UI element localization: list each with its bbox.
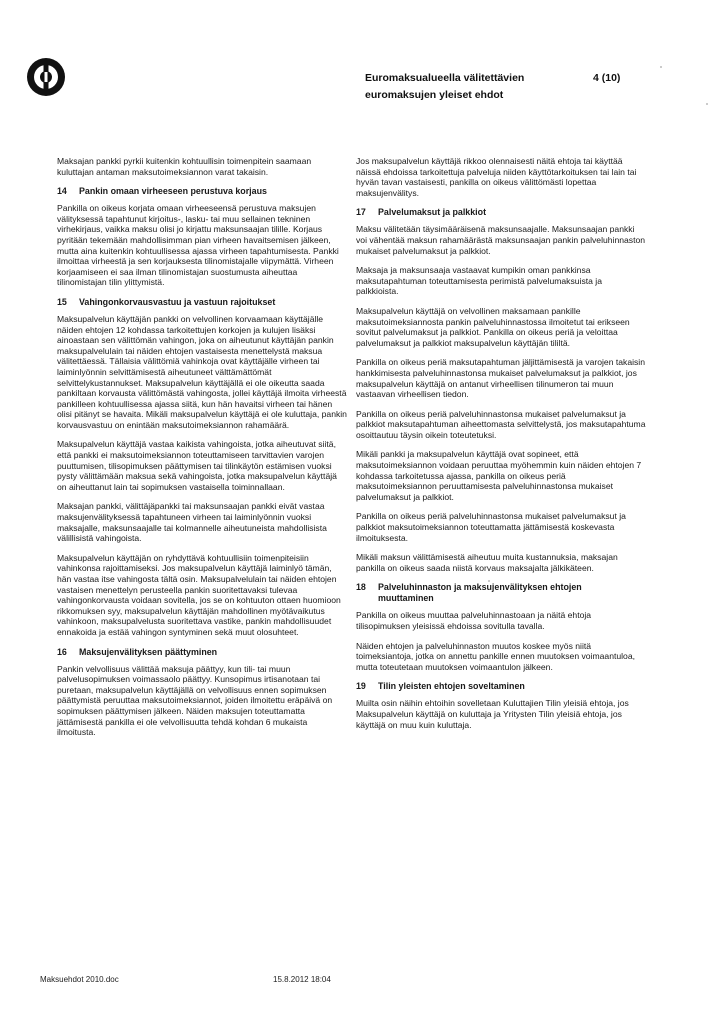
section-17-number: 17 [356,207,366,218]
intro-paragraph: Maksajan pankki pyrkii kuitenkin kohtuullisin toimenpitein saamaan kuluttajan antaman maksutoimeksiannon varat takaisin. [57,156,312,177]
section-17-paragraph-4: Pankilla on oikeus periä maksutapahtuman jäljittämisestä ja varojen takaisin hankkimisesta palveluhinnastonsa mukaiset palvelumaksut ja palkkiot, jos maksupalvelun käyttäjä on antanut virheellisen tilinumeron tai muun vastaavan virheellisen tiedon. [356,357,645,400]
scan-speck [488,580,490,582]
section-15-title: Vahingonkorvausvastuu ja vastuun rajoitukset [79,296,276,307]
section-17-title: Palvelumaksut ja palkkiot [378,207,487,218]
section-15-paragraph-3: Maksajan pankki, välittäjäpankki tai maksunsaajan pankki eivät vastaa maksujenvälityksessä tapahtuneen virheen tai laiminlyönnin vuoksi maksajalle, maksunsaajalle tai kolmannelle aiheutuneista mahdollisista välillisistä vahingoista. [57,501,327,544]
section-15-paragraph-1: Maksupalvelun käyttäjän pankki on velvollinen korvaamaan käyttäjälle näiden ehtojen 12 kohdassa tarkoitettujen korkojen ja kulujen lisäksi ainoastaan sen välittömän vahingon, joka on aiheutunut käyttäjän pankin maksupalvelulain tai näiden ehtojen vastaisesta menettelystä maksua välitettäessä. Tällaisia välittömiä vahinkoja ovat käyttäjälle virheen tai laiminlyönnin selvittämisestä aiheutuneet välttämättömät selvittelykustannukset. Maksupalvelun käyttäjällä ei ole oikeutta saada pankiltaan korvausta välittömästä vahingosta, jollei käyttäjä ilmoita virheestä pankilleen kohtuullisessa ajassa siitä, kun hän havaitsi virheen tai hänen olisi pitänyt se havaita. Mikäli maksupalvelun käyttäjä ei ole kuluttaja, pankin korvausvastuu on enintään maksutoimeksiannon rahamäärä. [57,313,347,430]
section-17-paragraph-3: Maksupalvelun käyttäjä on velvollinen maksamaan pankille maksutoimeksiannosta pankin palveluhinnastossa ilmoitetut tai erikseen sovitut palvelumaksut ja palkkiot. Pankilla on oikeus periä ja veloittaa palvelumaksut ja palkkiot maksupalvelun käyttäjän tililtä. [356,305,630,348]
section-19-number: 19 [356,681,366,692]
section-18-number: 18 [356,582,366,593]
section-17-heading [356,207,646,218]
right-column [356,156,646,739]
section-17-paragraph-8: Mikäli maksun välittämisestä aiheutuu muita kustannuksia, maksajan pankilla on oikeus saada niistä korvaus maksajalta jälkikäteen. [356,552,618,573]
section-15-paragraph-4: Maksupalvelun käyttäjän on ryhdyttävä kohtuullisiin toimenpiteisiin vahinkonsa rajoittamiseksi. Jos maksupalvelun käyttäjä laiminlyö tämän, hän vastaa itse vahingosta tältä osin. Maksupalvelulain tai näiden ehtojen vastaisen menettelyn perusteella pankin suoritettavaksi tulevaa vahingonkorvausta voidaan sovitella, jos se on kohtuuton ottaen huomioon rikkomuksen syy, maksupalvelun käyttäjän mahdollinen myötävaikutus vahinkoon, maksupalvelusta suoritettava vastike, pankin mahdollisuudet ennakoida ja estää vahingon syntyminen sekä muut olosuhteet. [57,552,341,637]
section-16-title: Maksujenvälityksen päättyminen [79,646,218,657]
section-15-paragraph-2: Maksupalvelun käyttäjä vastaa kaikista vahingoista, jotka aiheutuvat siitä, että pankki ei maksutoimeksiannon toteuttamiseen tarvittavien varojen puuttumisen, tilisopimuksen päättymisen tai tilinkäytön estämisen vuoksi pysty välittämään maksua sekä vahingoista, jotka maksupalvelun käyttäjä on aiheuttanut lain tai sopimuksen vastaisella toiminnallaan. [57,439,337,492]
scan-speck [660,66,662,68]
document-header [365,70,621,104]
right-intro-paragraph: Jos maksupalvelun käyttäjä rikkoo olennaisesti näitä ehtoja tai käyttää näissä ehdoissa tarkoitettuja palveluja niiden käyttötarkoituksen tai lain tai hyvän tavan vastaisesti, pankilla on oikeus välittömästi lopettaa maksujenvälitys. [356,156,637,198]
section-15-number: 15 [57,296,67,307]
section-17-paragraph-2: Maksaja ja maksunsaaja vastaavat kumpikin oman pankkinsa maksutapahtuman toteuttamisesta perimistä palvelumaksuista ja palkkioista. [356,265,602,297]
section-18-title-continuation: muuttaminen [378,593,434,604]
section-15-heading [57,297,347,308]
footer-filename: Maksuehdot 2010.doc [40,975,119,984]
section-17-paragraph-1: Maksu välitetään täysimääräisenä maksunsaajalle. Maksunsaajan pankki voi vähentää maksun rahamäärästä maksunsaajan pankin palveluhinnaston mukaiset palvelumaksut ja palkkiot. [356,224,646,256]
op-logo [26,57,66,97]
section-18-paragraph-2: Näiden ehtojen ja palveluhinnaston muutos koskee myös niitä toimeksiantoja, jotka on annettu pankille ennen muutoksen voimaantuloa, mutta toteutetaan muutoksen voimaantulon jälkeen. [356,640,635,672]
section-18-title: Palveluhinnaston ja maksujenvälityksen ehtojen [378,582,582,593]
section-19-heading [356,681,646,692]
section-16-number: 16 [57,646,67,657]
section-19-paragraph: Muilta osin näihin ehtoihin sovelletaan Kuluttajien Tilin yleisiä ehtoja, jos Maksupalvelun käyttäjä on kuluttaja ja Yritysten Tilin yleisiä ehtoja, jos käyttäjä on muu kuin kuluttaja. [356,698,629,730]
scan-speck [706,103,708,105]
section-17-paragraph-7: Pankilla on oikeus periä palveluhinnastonsa mukaiset palvelumaksut ja palkkiot maksutoimeksiannon toteuttamatta jättämisestä koskevasta ilmoituksesta. [356,511,626,543]
section-16-paragraph: Pankin velvollisuus välittää maksuja päättyy, kun tili- tai muun palvelusopimuksen voimassaolo päättyy. Kunsopimus irtisanotaan tai puretaan, maksupalvelun käyttäjällä on velvollisuus ennen sopimuksen päättymistä peruuttaa maksutoimeksiannot, joiden ilmoitettu eräpäivä on sopimuksen päättymisen jälkeen. Näiden maksujen toteuttamatta jättämisestä pankilla ei ole velvollisuutta tehdä kohdan 6 mukaista ilmoitusta. [57,663,333,738]
section-14-number: 14 [57,186,67,197]
section-18-paragraph-1: Pankilla on oikeus muuttaa palveluhinnastoaan ja näitä ehtoja tilisopimuksen yleisissä ehdoissa sovitulla tavalla. [356,610,592,631]
section-14-paragraph: Pankilla on oikeus korjata omaan virheeseensä perustuva maksujen välityksessä tapahtunut kirjoitus-, lasku- tai muu sellainen tekninen virhekirjaus, vaikka maksu olisi jo kirjattu maksunsaajan tilille. Korjaus pyritään tekemään mahdollisimman pian virheen havaitsemisen jälkeen, mutta aina kuitenkin kohtuullisessa ajassa virheen tapahtumisesta. Pankki ilmoittaa virheestä ja sen korjauksesta tilinomistajalle viipymättä. Virheen korjaamiseen ei saa ilman tilinomistajan suostumusta aiheuttaa tilinomistajan tilin ylittymistä. [57,203,339,288]
section-16-heading [57,647,347,658]
footer-datetime: 15.8.2012 18:04 [273,975,331,984]
left-column [57,156,347,747]
page-number: 4 (10) [593,72,621,84]
header-title-line1: Euromaksualueella välitettävien [365,72,525,84]
section-17-paragraph-5: Pankilla on oikeus periä palveluhinnastonsa mukaiset palvelumaksut ja palkkiot maksutapahtuman aiheettomasta selvittelystä, jos maksutapahtuma osoittautuu täysin oikein toteutetuksi. [356,408,646,440]
section-14-title: Pankin omaan virheeseen perustuva korjaus [79,186,267,197]
section-17-paragraph-6: Mikäli pankki ja maksupalvelun käyttäjä ovat sopineet, että maksutoimeksiannon voidaan peruuttaa myöhemmin kuin näiden ehtojen 7 kohdassa tarkoitetussa ajassa, pankilla on oikeus periä maksutoimeksiannon peruuttamisesta palveluhinnastonsa mukaiset palvelumaksut ja palkkiot. [356,449,642,502]
header-title-line2: euromaksujen yleiset ehdot [365,89,504,101]
section-14-heading [57,186,347,197]
section-19-title: Tilin yleisten ehtojen soveltaminen [378,681,525,692]
section-18-heading [356,582,646,604]
